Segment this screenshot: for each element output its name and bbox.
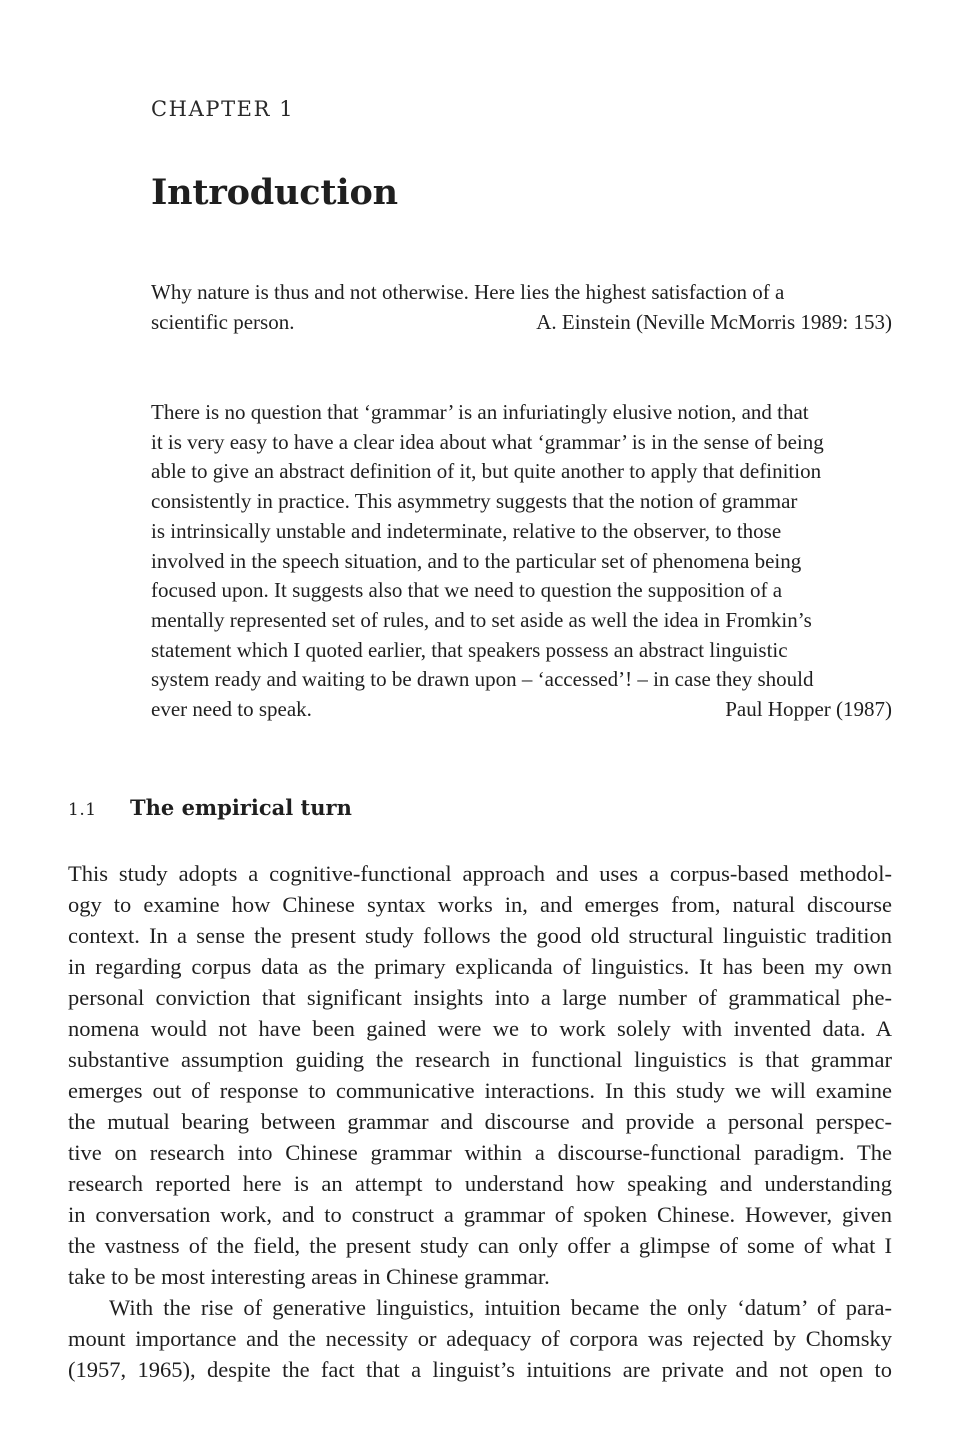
- epigraph-last-line: [151, 308, 892, 338]
- text-line: in conversation work, and to construct a grammar of spoken Chinese. However, given: [68, 1202, 892, 1227]
- epigraph-line: focused upon. It suggests also that we need to question the supposition of a: [151, 578, 783, 603]
- epigraph-line: consistently in practice. This asymmetry suggests that the notion of grammar: [151, 489, 798, 514]
- text-line: substantive assumption guiding the research in functional linguistics is that grammar: [68, 1047, 892, 1072]
- epigraph-line: ever need to speak.: [151, 697, 312, 722]
- text-line: research reported here is an attempt to understand how speaking and understanding: [68, 1171, 892, 1196]
- section-title: The empirical turn: [130, 795, 352, 820]
- text-line: in regarding corpus data as the primary explicanda of linguistics. It has been my own: [68, 954, 892, 979]
- epigraph-line: There is no question that ‘grammar’ is an infuriatingly elusive notion, and that: [151, 400, 809, 424]
- epigraph-last-line: [151, 695, 892, 725]
- text-line: tive on research into Chinese grammar within a discourse-functional paradigm. The: [68, 1140, 892, 1165]
- epigraph-line: Why nature is thus and not otherwise. Here lies the highest satisfaction of a: [151, 280, 785, 304]
- text-line: the mutual bearing between grammar and discourse and provide a personal perspec-: [68, 1109, 892, 1134]
- paragraph-1: [68, 858, 892, 1292]
- section-heading: [68, 795, 352, 820]
- text-line: This study adopts a cognitive-functional approach and uses a corpus-based methodol-: [68, 861, 892, 886]
- text-line: mount importance and the necessity or adequacy of corpora was rejected by Chomsky: [68, 1326, 892, 1351]
- epigraph-line: able to give an abstract definition of it, but quite another to apply that definition: [151, 459, 822, 484]
- epigraph-line: is intrinsically unstable and indeterminate, relative to the observer, to those: [151, 518, 782, 543]
- text-line: context. In a sense the present study follows the good old structural linguistic tradition: [68, 923, 892, 948]
- epigraph-line: it is very easy to have a clear idea about what ‘grammar’ is in the sense of being: [151, 429, 824, 454]
- epigraph-einstein: [151, 278, 892, 337]
- epigraph-attribution: Paul Hopper (1987): [725, 697, 892, 722]
- epigraph-line: scientific person.: [151, 309, 295, 334]
- text-line: emerges out of response to communicative interactions. In this study we will examine: [68, 1078, 892, 1103]
- epigraph-line: statement which I quoted earlier, that speakers possess an abstract linguistic: [151, 637, 788, 662]
- section-number: 1.1: [68, 800, 97, 820]
- chapter-title: Introduction: [151, 172, 398, 213]
- epigraph-attribution: A. Einstein (Neville McMorris 1989: 153): [536, 309, 892, 334]
- text-line: personal conviction that significant insights into a large number of grammatical phe-: [68, 985, 892, 1010]
- epigraph-hopper: [151, 398, 892, 725]
- text-line: the vastness of the field, the present study can only offer a glimpse of some of what I: [68, 1233, 892, 1258]
- text-line: ogy to examine how Chinese syntax works in, and emerges from, natural discourse: [68, 892, 892, 917]
- epigraph-line: involved in the speech situation, and to the particular set of phenomena being: [151, 548, 802, 573]
- body-text: [68, 858, 892, 1385]
- text-line: nomena would not have been gained were we to work solely with invented data. A: [68, 1016, 892, 1041]
- text-line: take to be most interesting areas in Chinese grammar.: [68, 1264, 550, 1289]
- text-line: With the rise of generative linguistics, intuition became the only ‘datum’ of para-: [109, 1295, 892, 1320]
- epigraph-line: mentally represented set of rules, and to set aside as well the idea in Fromkin’s: [151, 607, 812, 632]
- epigraph-line: system ready and waiting to be drawn upon – ‘accessed’! – in case they should: [151, 667, 814, 692]
- text-line: (1957, 1965), despite the fact that a linguist’s intuitions are private and not open to: [68, 1357, 892, 1382]
- paragraph-2: [68, 1292, 892, 1385]
- chapter-label: CHAPTER 1: [151, 97, 295, 121]
